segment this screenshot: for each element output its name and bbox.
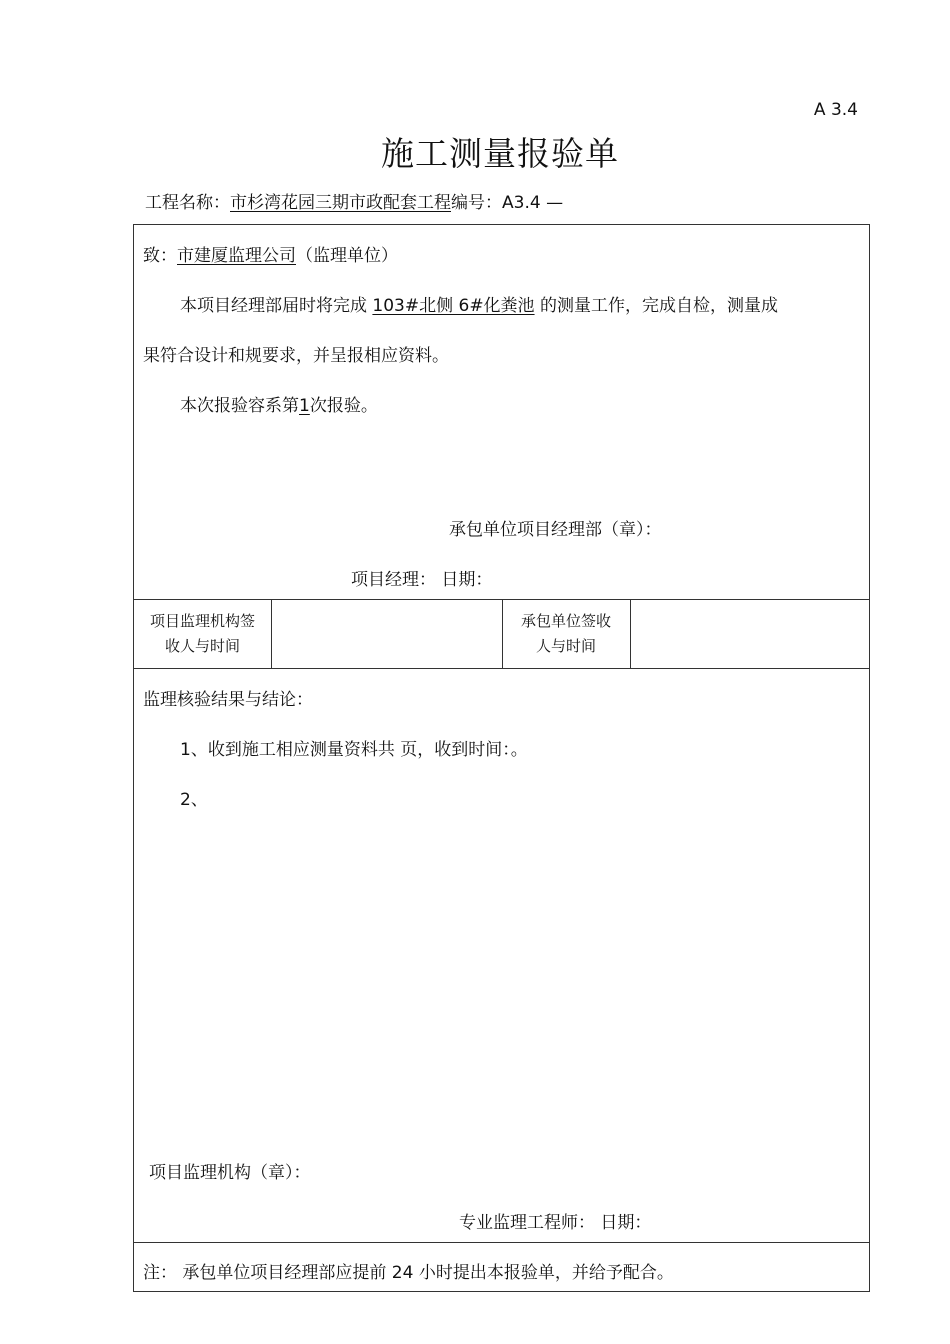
para2-prefix: 本次报验容系第 [180,396,299,416]
engineer-date-label: 专业监理工程师： 日期： [459,1213,652,1233]
project-name: 市杉湾花园三期市政配套工程 [230,193,451,213]
report-paragraph-1-line2: 果符合设计和规要求，并呈报相应资料。 [143,346,449,366]
supervisor-company: 市建厦监理公司 [177,246,296,266]
para1-suffix: 的测量工作，完成自检，测量成 [539,296,778,316]
divider [630,599,631,668]
para1-prefix: 本项目经理部届时将完成 [180,296,367,316]
supervisor-suffix: （监理单位） [296,246,398,266]
project-label: 工程名称： [145,193,230,213]
divider [134,1242,869,1243]
page-title: 施工测量报验单 [381,134,619,173]
report-paragraph-2 [180,391,378,416]
pm-date-label: 项目经理： 日期： [351,570,493,590]
label-line: 项目监理机构签 [149,612,255,630]
report-paragraph-1 [180,291,778,316]
header-line [145,188,563,213]
number-label: 编号：A3.4 — [451,193,564,213]
divider [134,668,869,669]
result-item-2: 2、 [180,790,208,810]
form-code: A 3.4 [813,100,858,120]
label-line: 收人与时间 [164,637,240,655]
contractor-receiver-label [502,609,630,659]
result-item-1: 1、收到施工相应测量资料共 页，收到时间：。 [180,740,528,760]
label-line: 承包单位签收 [520,612,611,630]
to-label: 致： [143,246,177,266]
supervisor-seal-label: 项目监理机构（章）： [149,1163,311,1183]
form-table [133,224,870,1292]
note: 注： 承包单位项目经理部应提前 24 小时提出本报验单，并给予配合。 [143,1263,674,1283]
supervisor-receiver-label [134,609,271,659]
label-line: 人与时间 [535,637,596,655]
to-line [143,241,398,266]
work-item: 103#北侧 6#化粪池 [372,296,535,316]
contractor-seal-label: 承包单位项目经理部（章）： [449,520,662,540]
para2-suffix: 次报验。 [309,396,378,416]
report-count: 1 [299,396,310,416]
divider [271,599,272,668]
result-heading: 监理核验结果与结论： [143,690,313,710]
